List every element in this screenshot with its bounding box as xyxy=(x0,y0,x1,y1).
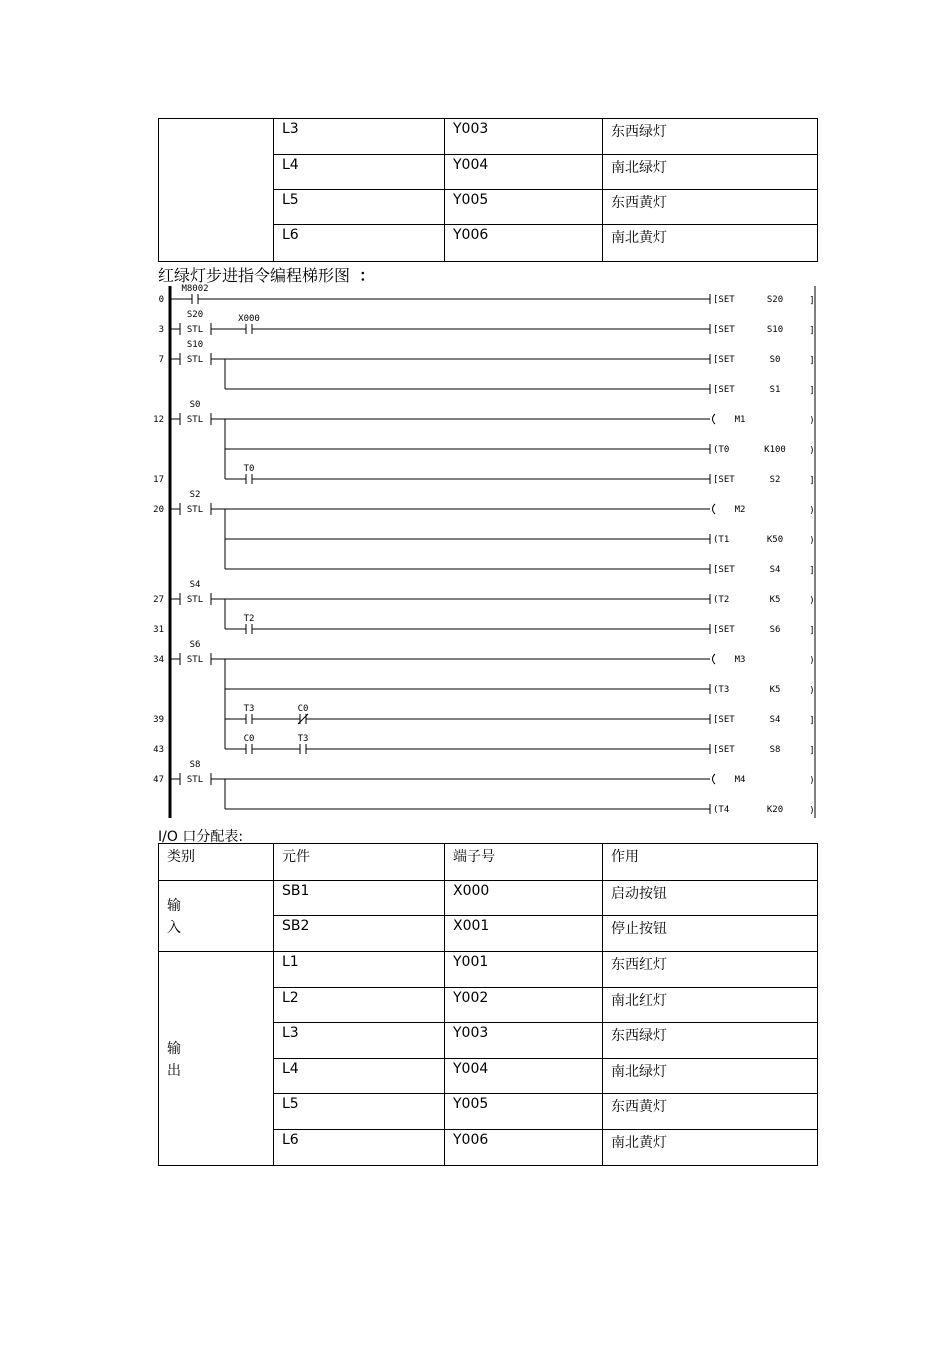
stl-s4-stl-text: STL xyxy=(186,595,204,605)
component-cell: L5 xyxy=(274,190,445,225)
input-label-1: 输 xyxy=(167,898,181,914)
output-op-11: [SET xyxy=(713,625,735,635)
contact-t3a-label: T3 xyxy=(243,704,255,714)
component-cell: L1 xyxy=(274,952,445,988)
output-arg-15: S8 xyxy=(769,745,781,755)
output-arg-0: S20 xyxy=(766,295,784,305)
terminal-cell: Y002 xyxy=(445,988,603,1023)
stl-s2-stl-text: STL xyxy=(186,505,204,515)
contact-c0b-label: C0 xyxy=(243,734,255,744)
terminal-cell: Y004 xyxy=(445,155,603,190)
header-terminal: 端子号 xyxy=(445,844,603,881)
terminal-cell: Y006 xyxy=(445,1130,603,1166)
output-arg-2: S0 xyxy=(769,355,781,365)
output-close-16: ) xyxy=(809,776,815,786)
terminal-cell: Y006 xyxy=(445,225,603,262)
stl-s8-label: S8 xyxy=(189,760,201,770)
component-cell: L4 xyxy=(274,155,445,190)
contact-m8002-label: M8002 xyxy=(181,284,209,294)
output-arg-5: K100 xyxy=(764,445,786,455)
output-close-7: ) xyxy=(809,506,815,516)
output-close-12: ) xyxy=(809,656,815,666)
category-cell xyxy=(159,119,274,262)
output-arg-6: S2 xyxy=(769,475,781,485)
output-op-17: (T4 xyxy=(713,805,730,815)
terminal-cell: X001 xyxy=(445,916,603,952)
output-close-4: ) xyxy=(809,416,815,426)
stl-s10-label: S10 xyxy=(186,340,204,350)
output-arg-17: K20 xyxy=(766,805,784,815)
component-cell: SB2 xyxy=(274,916,445,952)
contact-t3b-label: T3 xyxy=(297,734,309,744)
step-number: 20 xyxy=(153,505,164,515)
output-close-3: ] xyxy=(809,386,815,396)
step-number: 12 xyxy=(153,415,164,425)
output-close-10: ) xyxy=(809,596,815,606)
coil-left xyxy=(713,774,716,784)
step-number: 27 xyxy=(153,595,164,605)
function-cell: 南北绿灯 xyxy=(603,155,818,190)
table-header-row xyxy=(159,844,818,881)
step-number: 31 xyxy=(153,625,164,635)
function-cell: 东西黄灯 xyxy=(603,190,818,225)
header-component: 元件 xyxy=(274,844,445,881)
step-number: 0 xyxy=(158,295,164,305)
output-label-1: 输 xyxy=(167,1040,181,1057)
step-number: 43 xyxy=(153,745,164,755)
output-arg-14: S4 xyxy=(769,715,781,725)
output-arg-9: S4 xyxy=(769,565,781,575)
function-cell: 南北黄灯 xyxy=(603,1130,818,1166)
table-row xyxy=(159,881,818,916)
terminal-cell: X000 xyxy=(445,881,603,916)
output-arg-4: M1 xyxy=(734,415,746,425)
terminal-cell: Y003 xyxy=(445,119,603,155)
function-cell: 南北红灯 xyxy=(603,988,818,1023)
output-close-9: ] xyxy=(809,566,815,576)
contact-t2-label: T2 xyxy=(243,614,255,624)
ladder-title-text: 红绿灯步进指令编程梯形图 xyxy=(158,266,351,285)
table-row xyxy=(159,952,818,988)
component-cell: SB1 xyxy=(274,881,445,916)
io-table-caption: I/O 口分配表: xyxy=(158,829,244,845)
io-assignment-table xyxy=(158,843,818,1166)
output-op-3: [SET xyxy=(713,385,735,395)
function-cell: 南北绿灯 xyxy=(603,1059,818,1094)
output-close-0: ] xyxy=(809,296,815,306)
input-category-cell xyxy=(159,881,274,952)
output-op-1: [SET xyxy=(713,325,735,335)
coil-left xyxy=(713,504,716,514)
output-close-11: ] xyxy=(809,626,815,636)
stl-s2-label: S2 xyxy=(189,490,201,500)
top-io-table xyxy=(158,118,818,262)
stl-s4-label: S4 xyxy=(189,580,201,590)
output-close-13: ) xyxy=(809,686,815,696)
step-number: 47 xyxy=(153,775,164,785)
contact-c0a-nc-label: C0 xyxy=(297,704,309,714)
contact-t0-label: T0 xyxy=(243,464,255,474)
function-cell: 南北黄灯 xyxy=(603,225,818,262)
output-close-1: ] xyxy=(809,326,815,336)
ladder-diagram xyxy=(150,284,820,820)
output-close-5: ) xyxy=(809,446,815,456)
table-row xyxy=(159,119,818,155)
output-label-2: 出 xyxy=(167,1062,181,1079)
component-cell: L6 xyxy=(274,225,445,262)
component-cell: L6 xyxy=(274,1130,445,1166)
output-close-2: ] xyxy=(809,356,815,366)
coil-left xyxy=(713,654,716,664)
output-op-2: [SET xyxy=(713,355,735,365)
header-function: 作用 xyxy=(603,844,818,881)
output-arg-3: S1 xyxy=(769,385,781,395)
output-close-6: ] xyxy=(809,476,815,486)
component-cell: L5 xyxy=(274,1094,445,1130)
output-op-0: [SET xyxy=(713,295,735,305)
step-number: 39 xyxy=(153,715,164,725)
step-number: 34 xyxy=(153,655,164,665)
output-op-10: (T2 xyxy=(713,595,730,605)
component-cell: L2 xyxy=(274,988,445,1023)
function-cell: 东西绿灯 xyxy=(603,1023,818,1059)
stl-s6-label: S6 xyxy=(189,640,201,650)
stl-s8-stl-text: STL xyxy=(186,775,204,785)
output-arg-1: S10 xyxy=(766,325,784,335)
output-op-13: (T3 xyxy=(713,685,730,695)
output-op-15: [SET xyxy=(713,745,735,755)
stl-s0-stl-text: STL xyxy=(186,415,204,425)
step-number: 3 xyxy=(158,325,164,335)
ladder-title-colon: ： xyxy=(359,266,376,285)
output-arg-16: M4 xyxy=(734,775,746,785)
stl-s10-stl-text: STL xyxy=(186,355,204,365)
output-arg-8: K50 xyxy=(766,535,784,545)
output-arg-12: M3 xyxy=(734,655,746,665)
output-op-8: (T1 xyxy=(713,535,730,545)
stl-s0-label: S0 xyxy=(189,400,201,410)
stl-s20-stl-text: STL xyxy=(186,325,204,335)
output-arg-7: M2 xyxy=(734,505,746,515)
contact-x000-label: X000 xyxy=(238,314,260,324)
stl-s6-stl-text: STL xyxy=(186,655,204,665)
function-cell: 东西黄灯 xyxy=(603,1094,818,1130)
component-cell: L3 xyxy=(274,119,445,155)
terminal-cell: Y001 xyxy=(445,952,603,988)
function-cell: 东西绿灯 xyxy=(603,119,818,155)
component-cell: L3 xyxy=(274,1023,445,1059)
input-label-2: 入 xyxy=(167,920,181,936)
terminal-cell: Y004 xyxy=(445,1059,603,1094)
output-close-14: ] xyxy=(809,716,815,726)
function-cell: 东西红灯 xyxy=(603,952,818,988)
stl-s20-label: S20 xyxy=(186,310,204,320)
output-op-9: [SET xyxy=(713,565,735,575)
terminal-cell: Y005 xyxy=(445,1094,603,1130)
output-op-6: [SET xyxy=(713,475,735,485)
component-cell: L4 xyxy=(274,1059,445,1094)
output-op-14: [SET xyxy=(713,715,735,725)
output-close-8: ) xyxy=(809,536,815,546)
coil-left xyxy=(713,414,716,424)
step-number: 17 xyxy=(153,475,164,485)
ladder-diagram-title xyxy=(158,263,375,286)
function-cell: 停止按钮 xyxy=(603,916,818,952)
terminal-cell: Y003 xyxy=(445,1023,603,1059)
output-arg-13: K5 xyxy=(769,685,781,695)
terminal-cell: Y005 xyxy=(445,190,603,225)
output-close-15: ] xyxy=(809,746,815,756)
output-close-17: ) xyxy=(809,806,815,816)
output-category-cell xyxy=(159,952,274,1166)
function-cell: 启动按钮 xyxy=(603,881,818,916)
output-op-5: (T0 xyxy=(713,445,730,455)
output-arg-11: S6 xyxy=(769,625,781,635)
step-number: 7 xyxy=(158,355,164,365)
header-category: 类别 xyxy=(159,844,274,881)
output-arg-10: K5 xyxy=(769,595,781,605)
